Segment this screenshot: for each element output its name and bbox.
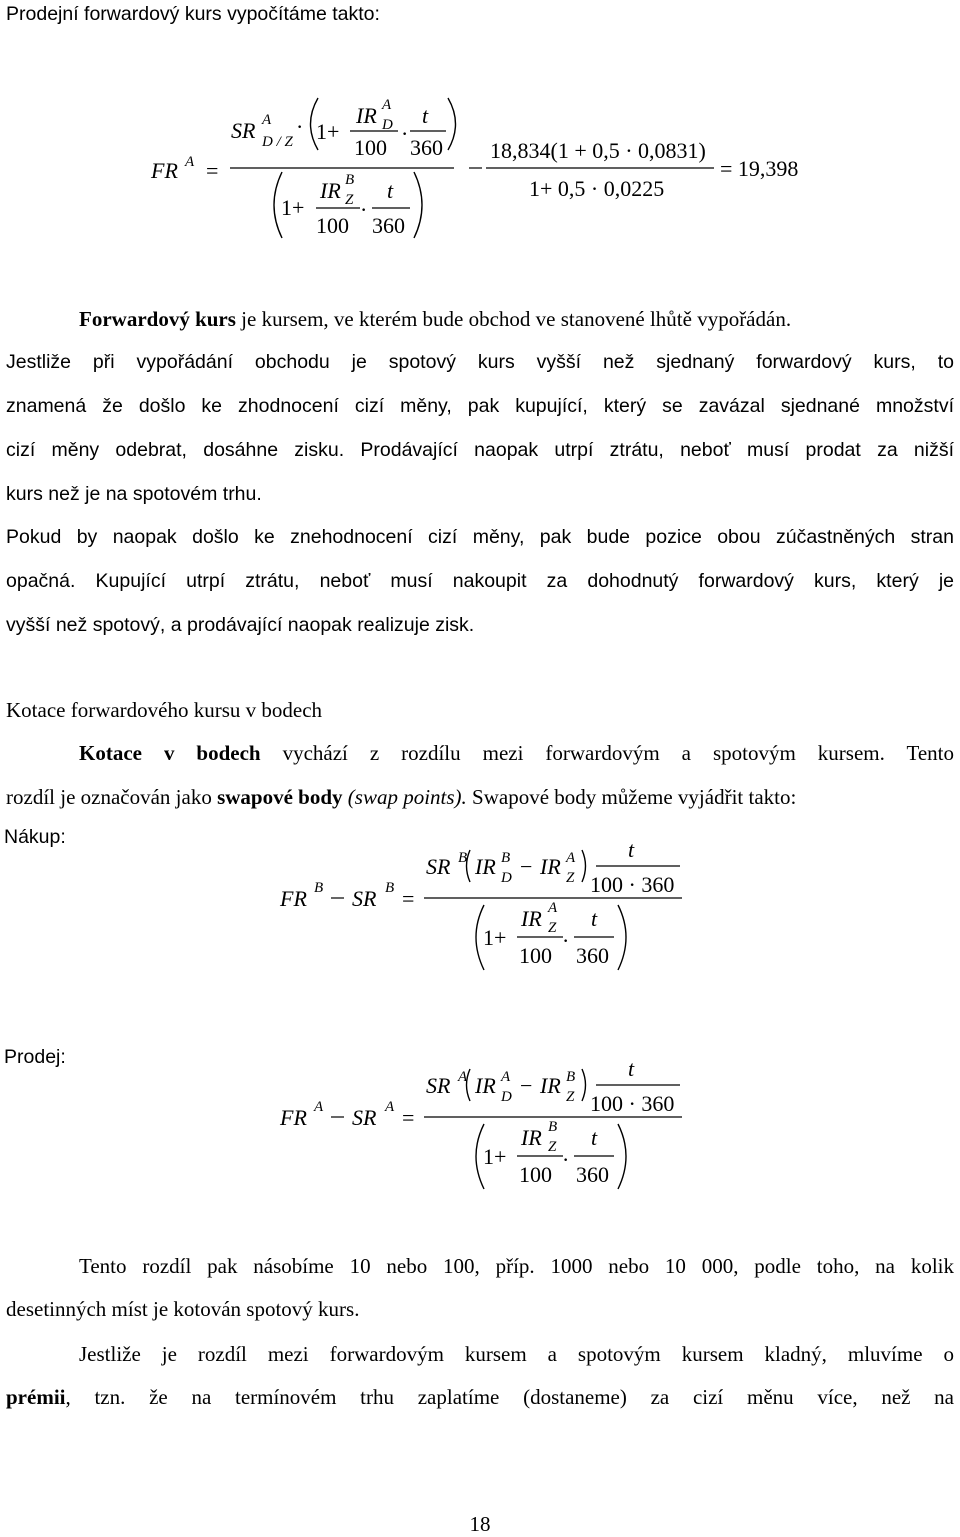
svg-text:A: A: [385, 1099, 395, 1115]
svg-text:D: D: [382, 117, 393, 133]
svg-text:t: t: [591, 906, 598, 931]
svg-text:B: B: [385, 880, 395, 896]
svg-text:t: t: [628, 1056, 635, 1081]
section-heading: Kotace forwardového kursu v bodech: [6, 698, 323, 722]
paragraph-line: Jestliže je rozdíl mezi forwardovým kursem a spotovým kursem kladný, mluvíme o: [79, 1342, 954, 1366]
svg-text:IR: IR: [320, 178, 341, 203]
svg-text:t: t: [387, 178, 394, 203]
svg-text:SR: SR: [352, 886, 377, 911]
svg-text:B: B: [566, 1069, 576, 1085]
svg-text:18,834(1 + 0,5 · 0,0831): 18,834(1 + 0,5 · 0,0831): [490, 138, 706, 163]
svg-text:B: B: [345, 172, 355, 188]
label-prodej: Prodej:: [4, 1046, 66, 1068]
svg-text:FR: FR: [280, 1105, 307, 1130]
svg-text:100: 100: [519, 943, 552, 968]
svg-text:IR: IR: [521, 1125, 542, 1150]
svg-text:Z: Z: [566, 870, 575, 886]
paragraph-line: rozdíl je označován jako swapové body (swap points). Swapové body můžeme vyjádřit takto:: [6, 785, 797, 809]
svg-text:t: t: [628, 837, 635, 862]
svg-text:B: B: [501, 850, 511, 866]
svg-text:B: B: [548, 1119, 558, 1135]
paragraph-line: Jestliže při vypořádání obchodu je spotový kurs vyšší než sjednaný forwardový kurs, to: [6, 351, 954, 373]
svg-text:Z: Z: [548, 920, 557, 936]
paragraph-line: Pokud by naopak došlo ke znehodnocení cizí měny, pak bude pozice obou zúčastněných stran: [6, 526, 954, 548]
svg-text:SR: SR: [352, 1105, 377, 1130]
svg-text:100 · 360: 100 · 360: [590, 872, 675, 897]
svg-text:100 · 360: 100 · 360: [590, 1091, 675, 1116]
paragraph-swap-points: Kotace v bodech vychází z rozdílu mezi forwardovým a spotovým kursem. Tento: [79, 741, 954, 765]
svg-text:·: ·: [296, 114, 304, 139]
svg-text:SR: SR: [426, 1073, 451, 1098]
svg-text:Z: Z: [345, 192, 354, 208]
svg-text:100: 100: [316, 213, 349, 238]
svg-text:1+: 1+: [316, 119, 340, 144]
svg-text:IR: IR: [540, 1073, 561, 1098]
svg-text:360: 360: [576, 943, 609, 968]
page-number: 18: [469, 1512, 491, 1536]
svg-text:t: t: [591, 1125, 598, 1150]
svg-text:B: B: [314, 880, 324, 896]
paragraph-line: opačná. Kupující utrpí ztrátu, neboť musí nakoupit za dohodnutý forwardový kurs, který je: [6, 570, 954, 592]
paragraph-line: desetinných míst je kotován spotový kurs.: [6, 1297, 360, 1321]
svg-text:A: A: [314, 1099, 324, 1115]
svg-text:·: ·: [401, 121, 409, 146]
svg-text:FR: FR: [280, 886, 307, 911]
svg-text:IR: IR: [475, 1073, 496, 1098]
svg-text:360: 360: [576, 1162, 609, 1187]
svg-text:IR: IR: [521, 906, 542, 931]
svg-text:D: D: [501, 870, 512, 886]
svg-text:D: D: [501, 1089, 512, 1105]
svg-text:A: A: [262, 112, 272, 128]
svg-text:·: ·: [360, 197, 368, 222]
svg-text:=: =: [402, 886, 415, 911]
svg-text:A: A: [548, 900, 558, 916]
svg-text:t: t: [422, 103, 429, 128]
svg-text:1+: 1+: [483, 1144, 507, 1169]
paragraph-line: vyšší než spotový, a prodávající naopak realizuje zisk.: [6, 614, 475, 636]
svg-text:−: −: [520, 854, 533, 879]
svg-text:IR: IR: [540, 854, 561, 879]
svg-text:=: =: [402, 1105, 415, 1130]
svg-text:SR: SR: [231, 118, 256, 143]
svg-text:·: ·: [562, 1147, 570, 1172]
svg-text:360: 360: [410, 135, 443, 160]
svg-text:A: A: [566, 850, 576, 866]
svg-text:100: 100: [519, 1162, 552, 1187]
svg-text:= 19,398: = 19,398: [720, 156, 799, 181]
paragraph-line: prémii, tzn. že na termínovém trhu zaplatíme (dostaneme) za cizí měnu více, než na: [6, 1385, 954, 1409]
paragraph-line: kurs než je na spotovém trhu.: [6, 483, 262, 505]
svg-text:=: =: [206, 158, 219, 183]
svg-text:100: 100: [354, 135, 387, 160]
svg-text:1+ 0,5 · 0,0225: 1+ 0,5 · 0,0225: [529, 176, 665, 201]
svg-text:D / Z: D / Z: [262, 134, 293, 150]
svg-text:A: A: [185, 154, 195, 170]
svg-text:B: B: [458, 850, 468, 866]
svg-text:FR: FR: [151, 158, 178, 183]
svg-text:Z: Z: [566, 1089, 575, 1105]
intro-text: Prodejní forwardový kurs vypočítáme takto:: [6, 3, 380, 25]
svg-text:A: A: [501, 1069, 511, 1085]
svg-text:A: A: [458, 1069, 468, 1085]
svg-text:·: ·: [562, 928, 570, 953]
svg-text:−: −: [520, 1073, 533, 1098]
paragraph-line: Tento rozdíl pak násobíme 10 nebo 100, příp. 1000 nebo 10 000, podle toho, na kolik: [79, 1254, 954, 1278]
svg-text:IR: IR: [475, 854, 496, 879]
paragraph-line: znamená že došlo ke zhodnocení cizí měny, pak kupující, který se zavázal sjednané množství: [6, 395, 954, 417]
paragraph-line: cizí měny odebrat, dosáhne zisku. Prodávající naopak utrpí ztrátu, neboť musí prodat za nižší: [6, 439, 955, 461]
svg-text:A: A: [382, 97, 392, 113]
svg-text:360: 360: [372, 213, 405, 238]
paragraph-forward-rate: Forwardový kurs je kursem, ve kterém bude obchod ve stanovené lhůtě vypořádán.: [79, 307, 792, 331]
label-nakup: Nákup:: [4, 826, 66, 848]
svg-text:1+: 1+: [483, 925, 507, 950]
svg-text:Z: Z: [548, 1139, 557, 1155]
svg-text:SR: SR: [426, 854, 451, 879]
svg-text:1+: 1+: [281, 195, 305, 220]
svg-text:IR: IR: [356, 103, 377, 128]
